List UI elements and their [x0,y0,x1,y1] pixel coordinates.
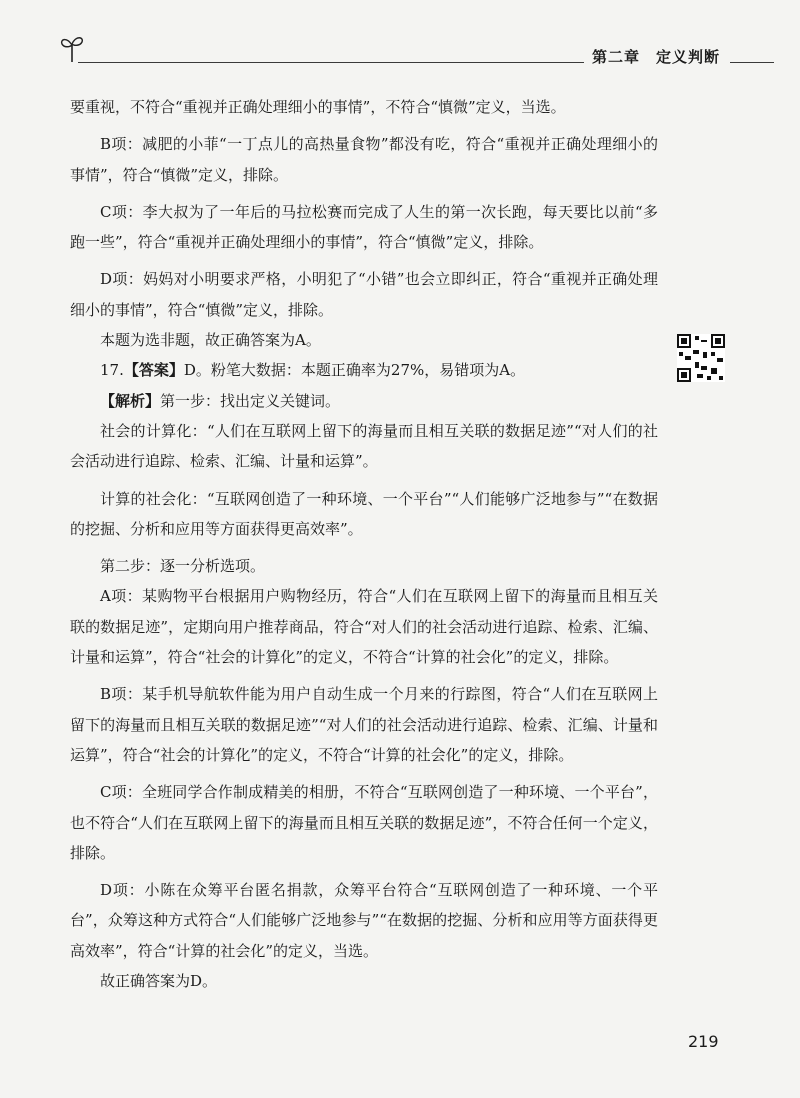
paragraph: B项：某手机导航软件能为用户自动生成一个月来的行踪图，符合“人们在互联网上留下的海量而且相互关联的数据足迹”“对人们的社会活动进行追踪、检索、汇编、计量和运算”，符合“社会的计算化”的定义，不符合“计算的社会化”的定义，排除。 [70,685,658,764]
chapter-label: 第二章 [592,48,641,66]
answer-text: D。粉笔大数据：本题正确率为27%，易错项为A。 [183,361,526,380]
paragraph: D项：妈妈对小明要求严格，小明犯了“小错”也会立即纠正，符合“重视并正确处理细小的事情”，符合“慎微”定义，排除。 [70,270,658,319]
paragraph: 本题为选非题，故正确答案为A。 [100,331,321,350]
paragraph: 计算的社会化：“互联网创造了一种环境、一个平台”“人们能够广泛地参与”“在数据的挖掘、分析和应用等方面获得更高效率”。 [70,489,658,538]
analysis-tag: 【解析】 [100,391,161,410]
paragraph: D项：小陈在众筹平台匿名捐款，众筹平台符合“互联网创造了一种环境、一个平台”，众筹这种方式符合“人们能够广泛地参与”“在数据的挖掘、分析和应用等方面获得更高效率”，符合“计算的社会化”的定义，当选。 [70,881,658,960]
running-head [592,46,736,67]
answer-line [70,355,658,385]
paragraph: 社会的计算化：“人们在互联网上留下的海量而且相互关联的数据足迹”“对人们的社会活动进行追踪、检索、汇编、计量和运算”。 [70,421,658,471]
page-number: 219 [688,1032,719,1051]
header-rule-right [730,62,774,63]
paragraph: 第二步：逐一分析选项。 [100,557,266,576]
question-number: 17. [100,361,124,380]
header-rule [78,62,584,63]
paragraph: A项：某购物平台根据用户购物经历，符合“人们在互联网上留下的海量而且相互关联的数据足迹”，定期向用户推荐商品，符合“对人们的社会活动进行追踪、检索、汇编、计量和运算”，符合“社会的计算化”的定义，不符合“计算的社会化”的定义，排除。 [70,587,658,667]
paragraph: B项：减肥的小菲“一丁点儿的高热量食物”都没有吃，符合“重视并正确处理细小的事情”，符合“慎微”定义，排除。 [70,135,658,184]
sprout-icon [58,32,86,64]
paragraph: C项：全班同学合作制成精美的相册，不符合“互联网创造了一种环境、一个平台”，也不符合“人们在互联网上留下的海量而且相互关联的数据足迹”，不符合任何一个定义，排除。 [70,783,658,862]
section-label: 定义判断 [656,48,721,66]
answer-tag: 【答案】 [123,361,184,380]
qr-code-icon[interactable] [677,334,725,382]
paragraph: C项：李大叔为了一年后的马拉松赛而完成了人生的第一次长跑，每天要比以前“多跑一些”，符合“重视并正确处理细小的事情”，符合“慎微”定义，排除。 [70,202,658,252]
page-body [70,92,658,996]
paragraph: 故正确答案为D。 [100,972,218,991]
paragraph: 要重视，不符合“重视并正确处理细小的事情”，不符合“慎微”定义，当选。 [70,98,566,116]
page-header [0,0,800,90]
analysis-line [70,386,658,416]
analysis-text: 第一步：找出定义关键词。 [160,391,341,410]
